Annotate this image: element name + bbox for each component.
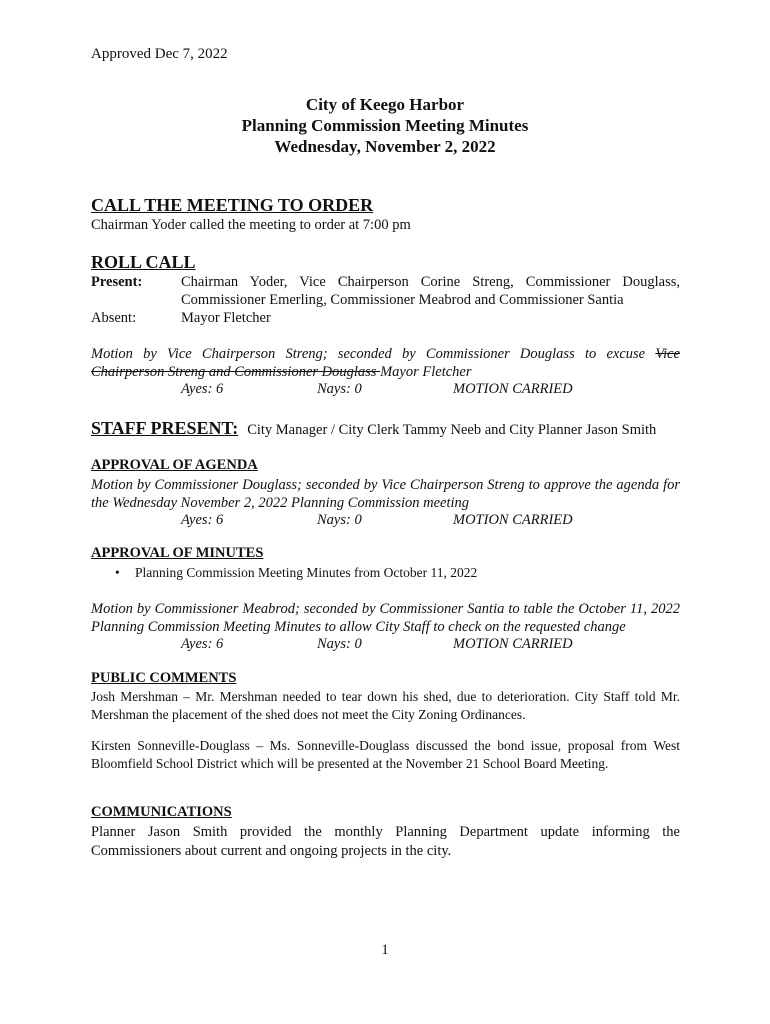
title-meeting: Planning Commission Meeting Minutes: [241, 116, 529, 135]
roll-call-motion: [91, 345, 680, 381]
approval-agenda-motion: Motion by Commissioner Douglass; seconded by Vice Chairperson Streng to approve the agenda for the Wednesday November 2, 2022 Planning Commission meeting: [91, 477, 680, 511]
vote-nays: Nays: 0: [317, 512, 362, 528]
title-date: Wednesday, November 2, 2022: [274, 137, 496, 156]
public-comment-2: Kirsten Sonneville-Douglass – Ms. Sonneville-Douglass discussed the bond issue, proposal from West Bloomfield School District which will be presented at the November 21 School Board Meeting.: [91, 738, 680, 771]
approval-minutes-heading: APPROVAL OF MINUTES: [91, 545, 264, 561]
roll-call-motion-end: Mayor Fletcher: [380, 364, 472, 380]
present-value: Chairman Yoder, Vice Chairperson Corine Streng, Commissioner Douglass, Commissioner Emerling, Commissioner Meabrod and Commissioner Santia: [181, 274, 680, 308]
approval-agenda-vote: [181, 512, 573, 529]
call-to-order-heading: CALL THE MEETING TO ORDER: [91, 195, 374, 215]
public-comment-1: Josh Mershman – Mr. Mershman needed to tear down his shed, due to deterioration. City Staff told Mr. Mershman the placement of the shed does not meet the City Zoning Ordinances.: [91, 689, 680, 722]
vote-result: MOTION CARRIED: [453, 512, 573, 528]
roll-call-vote: [181, 381, 573, 398]
vote-ayes: Ayes: 6: [181, 512, 224, 528]
roll-call-absent-row: [91, 309, 680, 327]
roll-call-motion-text: Motion by Vice Chairperson Streng; seconded by Commissioner Douglass to excuse: [91, 346, 656, 362]
vote-ayes: Ayes: 6: [181, 381, 224, 397]
approval-minutes-motion: Motion by Commissioner Meabrod; seconded by Commissioner Santia to table the October 11, 2022 Planning Commission Meeting Minutes to allow City Staff to check on the requested change: [91, 601, 680, 635]
vote-result: MOTION CARRIED: [453, 636, 573, 652]
absent-value: Mayor Fletcher: [181, 310, 271, 326]
approval-minutes-vote: [181, 636, 573, 653]
minutes-item-text: Planning Commission Meeting Minutes from October 11, 2022: [135, 565, 478, 580]
communications-text: Planner Jason Smith provided the monthly Planning Department update informing the Commissioners about current and ongoing projects in the city.: [91, 824, 680, 859]
absent-label: Absent:: [91, 310, 137, 326]
communications-heading: COMMUNICATIONS: [91, 804, 232, 820]
vote-nays: Nays: 0: [317, 636, 362, 652]
bullet-icon: •: [115, 565, 120, 580]
vote-ayes: Ayes: 6: [181, 636, 224, 652]
roll-call-present-row: [91, 273, 680, 309]
document-title: [0, 94, 770, 157]
roll-call-heading: ROLL CALL: [91, 252, 196, 272]
approval-agenda-heading: APPROVAL OF AGENDA: [91, 457, 258, 473]
staff-present-heading: STAFF PRESENT:: [91, 418, 239, 438]
vote-result: MOTION CARRIED: [453, 381, 573, 397]
approval-note: Approved Dec 7, 2022: [91, 46, 228, 62]
present-label: Present:: [91, 274, 143, 290]
call-to-order-text: Chairman Yoder called the meeting to order at 7:00 pm: [91, 217, 411, 233]
public-comments-heading: PUBLIC COMMENTS: [91, 670, 237, 686]
page-number: 1: [381, 942, 389, 958]
staff-present-text: City Manager / City Clerk Tammy Neeb and City Planner Jason Smith: [247, 422, 657, 438]
minutes-list-item: [115, 565, 477, 581]
staff-present: [91, 418, 656, 439]
vote-nays: Nays: 0: [317, 381, 362, 397]
roll-call-motion-struck: Vice Chairperson Streng and Commissioner Douglass: [91, 346, 680, 380]
title-city: City of Keego Harbor: [305, 95, 465, 114]
